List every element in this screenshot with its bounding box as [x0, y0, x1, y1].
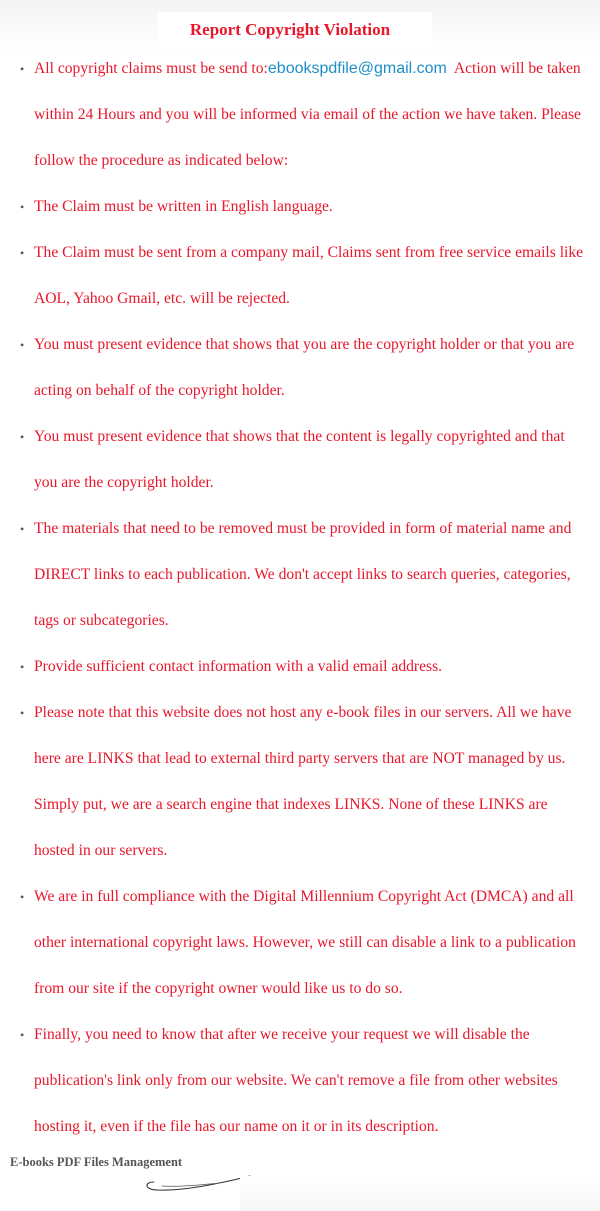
footer-signature-text: E-books PDF Files Management — [10, 1155, 183, 1169]
list-item-text: You must present evidence that shows that the content is legally copyrighted and that you are the copyright holder. — [34, 428, 565, 491]
list-item — [20, 644, 590, 690]
list-item-text: Please note that this website does not host any e-book files in our servers. All we have here are LINKS that lead to external third party servers that are NOT managed by us. Simply put, we are a search engine that indexes LINKS. None of these LINKS are hosted in our servers. — [34, 704, 572, 859]
list-item — [20, 46, 590, 184]
claims-procedure-text: Action will be taken within 24 Hours and you will be informed via email of the action we have taken. Please follow the procedure as indicated below: — [34, 60, 581, 169]
bullet-icon: • — [20, 660, 25, 674]
bullet-icon: • — [20, 62, 25, 76]
list-item-text: We are in full compliance with the Digital Millennium Copyright Act (DMCA) and all other international copyright laws. However, we still can disable a link to a publication from our site if the copyright owner would like us to do so. — [34, 888, 576, 997]
list-item-text: You must present evidence that shows that you are the copyright holder or that you are acting on behalf of the copyright holder. — [34, 336, 575, 399]
list-item-text: The Claim must be written in English language. — [34, 198, 333, 215]
bullet-icon: • — [20, 430, 25, 444]
list-item — [20, 184, 590, 230]
bullet-icon: • — [20, 522, 25, 536]
list-item — [20, 414, 590, 506]
rules-list — [0, 46, 590, 1150]
list-item — [20, 322, 590, 414]
list-item — [20, 690, 590, 874]
list-item-text: Provide sufficient contact information with a valid email address. — [34, 658, 443, 675]
bullet-icon: • — [20, 200, 25, 214]
list-item — [20, 874, 590, 1012]
bottom-shade — [240, 1176, 600, 1211]
list-item-text: Finally, you need to know that after we receive your request we will disable the publication's link only from our website. We can't remove a file from other websites hosting it, even if the file has our name on it or in its description. — [34, 1026, 558, 1135]
list-item — [20, 506, 590, 644]
list-item — [20, 230, 590, 322]
claims-intro-text: All copyright claims must be send to: — [34, 60, 268, 77]
list-item-text: The Claim must be sent from a company mail, Claims sent from free service emails like AOL, Yahoo Gmail, etc. will be rejected. — [34, 244, 584, 307]
page-title: Report Copyright Violation — [189, 20, 391, 39]
list-item-text: The materials that need to be removed must be provided in form of material name and DIRECT links to each publication. We don't accept links to search queries, categories, tags or subcategories. — [34, 520, 572, 629]
contact-email-link[interactable]: ebookspdfile@gmail.com — [267, 60, 447, 77]
list-item — [20, 1012, 590, 1150]
bullet-icon: • — [20, 246, 25, 260]
bullet-icon: • — [20, 1028, 25, 1042]
bullet-icon: • — [20, 338, 25, 352]
bullet-icon: • — [20, 890, 25, 904]
bullet-icon: • — [20, 706, 25, 720]
